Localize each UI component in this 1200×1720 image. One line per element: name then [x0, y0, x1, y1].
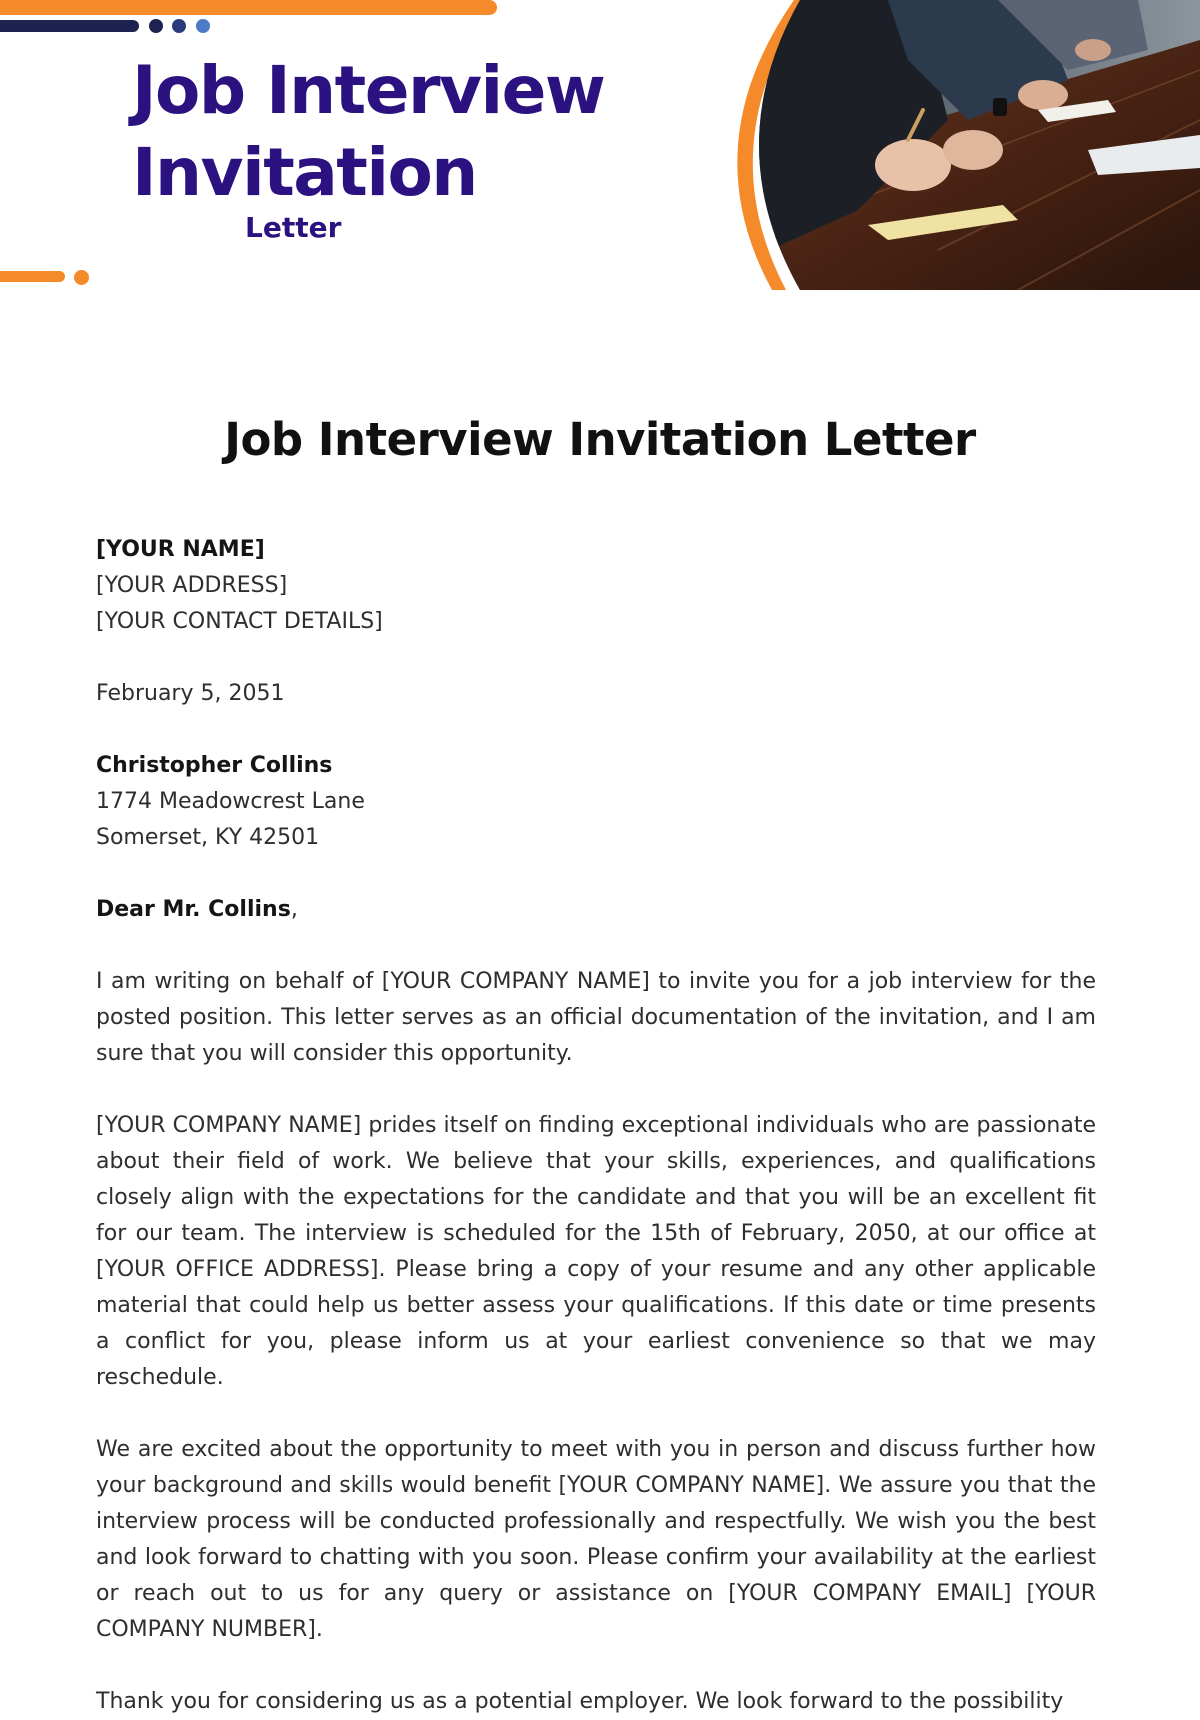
header-subtitle: Letter — [245, 211, 342, 244]
navy-accent-bar — [0, 20, 139, 32]
salutation — [96, 892, 1096, 928]
recipient-street: 1774 Meadowcrest Lane — [96, 789, 365, 814]
orange-accent-bar-top — [0, 0, 497, 15]
letter-title: Job Interview Invitation Letter — [224, 413, 976, 466]
indigo-dot-icon — [172, 19, 186, 33]
sender-address: [YOUR ADDRESS] — [96, 573, 288, 598]
spacer — [96, 1072, 1096, 1108]
header-title: Job Interview Invitation — [132, 52, 605, 211]
recipient-name: Christopher Collins — [96, 753, 333, 778]
meeting-photo-image — [738, 0, 1200, 290]
spacer — [96, 712, 1096, 748]
body-paragraph: We are excited about the opportunity to meet with you in person and discuss further how your background and skills would benefit [YOUR COMPANY NAME]. We assure you that the interview process will be conducted professionally and respectfully. We wish you the best and look forward to chatting with you soon. Please confirm your availability at the earliest or reach out to us for any query or assistance on [YOUR COMPANY EMAIL] [YOUR COMPANY NUMBER]. — [96, 1437, 1096, 1642]
salutation-punctuation: , — [290, 897, 298, 922]
spacer — [96, 640, 1096, 676]
spacer — [96, 856, 1096, 892]
orange-dot-icon — [74, 270, 89, 285]
recipient-city: Somerset, KY 42501 — [96, 825, 320, 850]
body-paragraph: [YOUR COMPANY NAME] prides itself on finding exceptional individuals who are passionate about their field of work. We believe that your skills, experiences, and qualifications closely align with the expectations for the candidate and that you will be an excellent fit for our team. The interview is scheduled for the 15th of February, 2050, at our office at [YOUR OFFICE ADDRESS]. Please bring a copy of your resume and any other applicable material that could help us better assess your qualifications. If this date or time presents a conflict for you, please inform us at your earliest convenience so that we may reschedule. — [96, 1113, 1096, 1390]
letter-date: February 5, 2051 — [96, 681, 285, 706]
sender-contact: [YOUR CONTACT DETAILS] — [96, 609, 383, 634]
body-paragraph: I am writing on behalf of [YOUR COMPANY NAME] to invite you for a job interview for the posted position. This letter serves as an official documentation of the invitation, and I am sure that you will consider this opportunity. — [96, 969, 1096, 1066]
spacer — [96, 1648, 1096, 1684]
spacer — [96, 1396, 1096, 1432]
body-paragraph: Thank you for considering us as a potential employer. We look forward to the possibility — [96, 1689, 1064, 1714]
spacer — [96, 928, 1096, 964]
navy-dot-icon — [149, 19, 163, 33]
header-photo — [738, 0, 1200, 290]
letter-body — [96, 532, 1096, 1720]
sender-name: [YOUR NAME] — [96, 537, 265, 562]
salutation-text: Dear Mr. Collins — [96, 897, 291, 922]
orange-accent-bar-bottom — [0, 271, 65, 282]
blue-dot-icon — [196, 19, 210, 33]
